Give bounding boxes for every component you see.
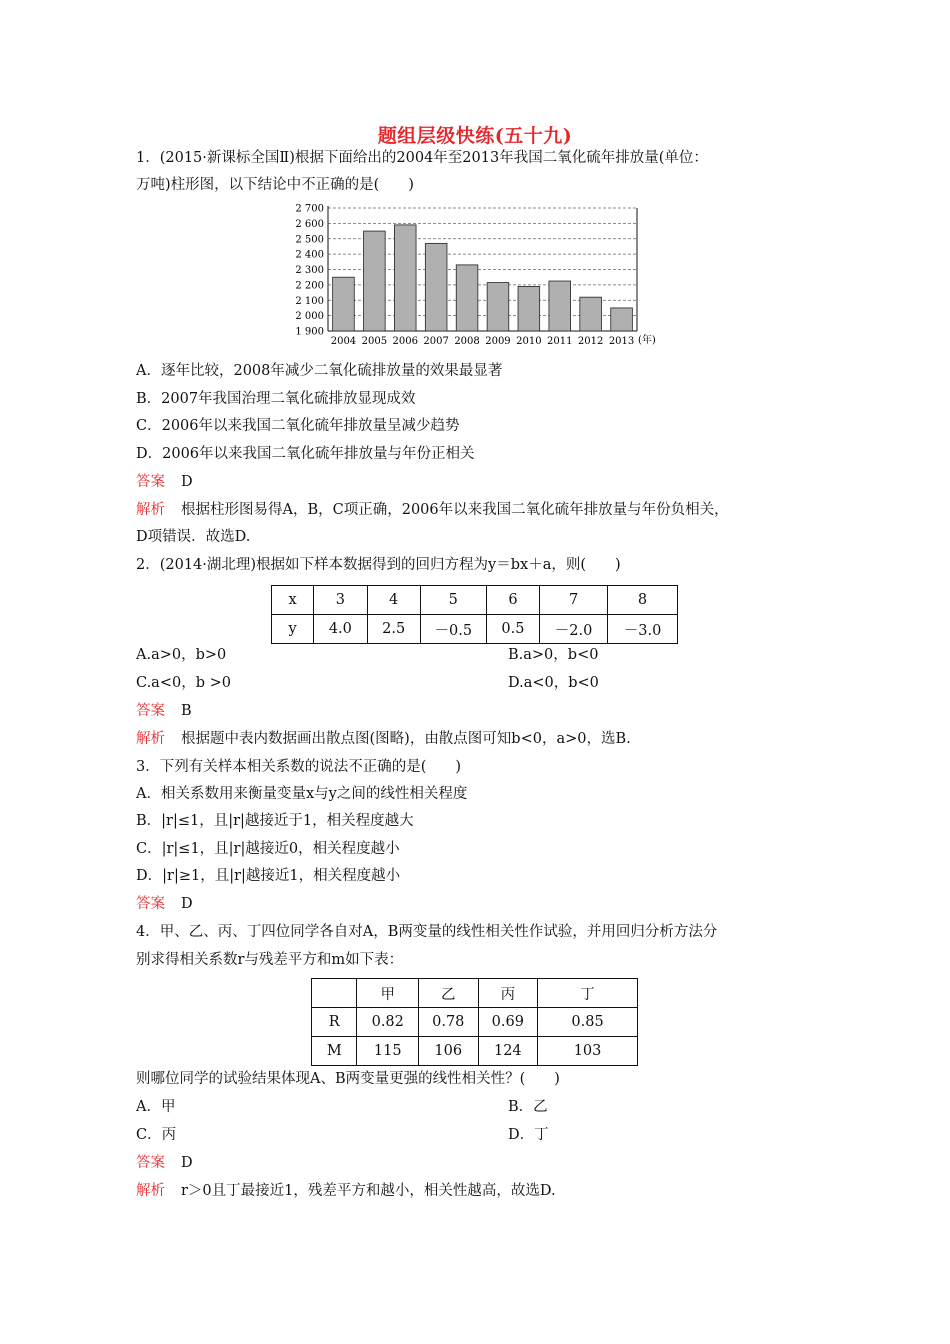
table-cell: 0.5 (486, 615, 539, 644)
q3-option-d: D．|r|≥1，且|r|越接近1，相关程度越小 (136, 868, 401, 884)
q4-question: 则哪位同学的试验结果体现A、B两变量更强的线性相关性？( ) (136, 1071, 560, 1087)
table-cell: x (272, 586, 314, 615)
table-cell: 3 (314, 586, 367, 615)
q2-stem: 2．(2014·湖北理)根据如下样本数据得到的回归方程为y＝bx＋a，则( ) (136, 557, 621, 573)
table-cell: 4 (367, 586, 420, 615)
bar-2010 (518, 286, 540, 331)
answer-value: B (181, 703, 192, 719)
answer-label: 答案 (136, 1155, 165, 1171)
table-cell: 5 (420, 586, 486, 615)
table-row (312, 1037, 638, 1066)
q3-option-a: A．相关系数用来衡量变量x与y之间的线性相关程度 (136, 786, 468, 802)
bar-2009 (487, 283, 509, 331)
table-cell: y (272, 615, 314, 644)
table-cell: 124 (478, 1037, 538, 1066)
x-tick-label: 2010 (516, 336, 542, 347)
table-cell: 0.78 (419, 1008, 479, 1037)
answer-value: D (181, 474, 193, 490)
table-cell: 丙 (478, 979, 538, 1008)
bar-2013 (611, 308, 633, 331)
bar-2004 (333, 277, 355, 331)
analysis-text: 根据题中表内数据画出散点图(图略)，由散点图可知b<0，a>0，选B. (181, 731, 631, 747)
q2-option-a: A.a>0，b>0 (136, 647, 227, 663)
y-tick-label: 2 000 (295, 311, 324, 323)
q4-stem-line1: 4．甲、乙、丙、丁四位同学各自对A，B两变量的线性相关性作试验，并用回归分析方法分 (136, 924, 718, 940)
table-cell (312, 979, 357, 1008)
y-tick-label: 2 600 (295, 218, 324, 230)
table-cell: 4.0 (314, 615, 367, 644)
q2-answer (136, 701, 192, 721)
x-tick-label: 2011 (547, 336, 573, 347)
x-tick-label: 2004 (330, 336, 357, 347)
q1-analysis-line2: D项错误．故选D. (136, 529, 251, 545)
q3-option-b: B．|r|≤1，且|r|越接近于1，相关程度越大 (136, 813, 414, 829)
y-tick-label: 2 300 (295, 265, 324, 276)
x-tick-label: 2012 (577, 336, 604, 347)
x-tick-label: 2005 (361, 336, 388, 347)
table-cell: 丁 (538, 979, 638, 1008)
q2-data-table (271, 585, 678, 644)
q4-option-c: C．丙 (136, 1127, 177, 1143)
answer-value: D (181, 896, 193, 912)
analysis-label: 解析 (136, 1183, 165, 1199)
y-tick-label: 2 400 (295, 249, 324, 261)
table-row (312, 979, 638, 1008)
y-tick-label: 2 700 (295, 203, 324, 215)
q4-data-table (311, 978, 638, 1066)
y-tick-label: 1 900 (295, 326, 324, 338)
emission-bar-chart (290, 200, 670, 350)
x-tick-label: 2009 (485, 336, 511, 347)
analysis-text: 根据柱形图易得A，B，C项正确，2006年以来我国二氧化硫年排放量与年份负相关， (181, 502, 729, 518)
table-cell: 7 (540, 586, 608, 615)
table-cell: －3.0 (608, 615, 678, 644)
q1-option-b: B．2007年我国治理二氧化硫排放显现成效 (136, 391, 416, 407)
table-cell: 115 (357, 1037, 419, 1066)
q1-answer (136, 472, 193, 492)
table-row (272, 615, 678, 644)
table-cell: 106 (419, 1037, 479, 1066)
q4-option-a: A．甲 (136, 1099, 176, 1115)
bar-2006 (394, 225, 416, 331)
table-row (272, 586, 678, 615)
q1-stem-line2: 万吨)柱形图，以下结论中不正确的是( ) (136, 177, 414, 193)
q1-option-c: C．2006年以来我国二氧化硫年排放量呈减少趋势 (136, 418, 460, 434)
q4-analysis (136, 1181, 556, 1201)
answer-label: 答案 (136, 896, 165, 912)
answer-value: D (181, 1155, 193, 1171)
table-cell: R (312, 1008, 357, 1037)
table-cell: 0.85 (538, 1008, 638, 1037)
answer-label: 答案 (136, 474, 165, 490)
x-tick-label: 2007 (423, 336, 449, 347)
q2-option-d: D.a<0，b<0 (508, 675, 599, 691)
analysis-label: 解析 (136, 502, 165, 518)
q2-analysis (136, 729, 631, 749)
x-tick-label: 2008 (454, 336, 480, 347)
table-cell: 103 (538, 1037, 638, 1066)
q3-stem: 3．下列有关样本相关系数的说法不正确的是( ) (136, 759, 462, 775)
bar-2005 (364, 231, 386, 331)
table-cell: －0.5 (420, 615, 486, 644)
y-tick-label: 2 500 (295, 234, 324, 246)
table-cell: 0.82 (357, 1008, 419, 1037)
x-tick-label: 2006 (392, 336, 418, 347)
analysis-text: r＞0且丁最接近1，残差平方和越小，相关性越高，故选D. (181, 1183, 556, 1199)
q1-option-a: A．逐年比较，2008年减少二氧化硫排放量的效果最显著 (136, 363, 503, 379)
q4-stem-line2: 别求得相关系数r与残差平方和m如下表： (136, 952, 404, 968)
q3-option-c: C．|r|≤1，且|r|越接近0，相关程度越小 (136, 841, 400, 857)
y-tick-label: 2 100 (295, 295, 324, 307)
table-cell: 6 (486, 586, 539, 615)
q1-option-d: D．2006年以来我国二氧化硫年排放量与年份正相关 (136, 446, 475, 462)
table-cell: M (312, 1037, 357, 1066)
q2-option-c: C.a<0，b >0 (136, 675, 231, 691)
q1-stem-line1: 1．(2015·新课标全国Ⅱ)根据下面给出的2004年至2013年我国二氧化硫年排放量(单位： (136, 150, 708, 166)
x-tick-label: 2013 (608, 336, 635, 347)
table-cell: 2.5 (367, 615, 420, 644)
table-cell: 甲 (357, 979, 419, 1008)
x-axis-unit: (年) (638, 335, 656, 346)
table-cell: 乙 (419, 979, 479, 1008)
bar-2007 (425, 243, 447, 331)
table-cell: 0.69 (478, 1008, 538, 1037)
q4-option-b: B．乙 (508, 1099, 548, 1115)
q4-answer (136, 1153, 193, 1173)
bar-2008 (456, 265, 478, 331)
bar-2011 (549, 281, 571, 331)
table-cell: －2.0 (540, 615, 608, 644)
page-title: 题组层级快练(五十九) (377, 125, 573, 147)
table-row (312, 1008, 638, 1037)
q1-analysis-line1 (136, 500, 729, 520)
table-cell: 8 (608, 586, 678, 615)
y-tick-label: 2 200 (295, 280, 324, 292)
bar-2012 (580, 297, 602, 331)
q4-option-d: D．丁 (508, 1127, 549, 1143)
answer-label: 答案 (136, 703, 165, 719)
analysis-label: 解析 (136, 731, 165, 747)
q3-answer (136, 894, 193, 914)
q2-option-b: B.a>0，b<0 (508, 647, 599, 663)
